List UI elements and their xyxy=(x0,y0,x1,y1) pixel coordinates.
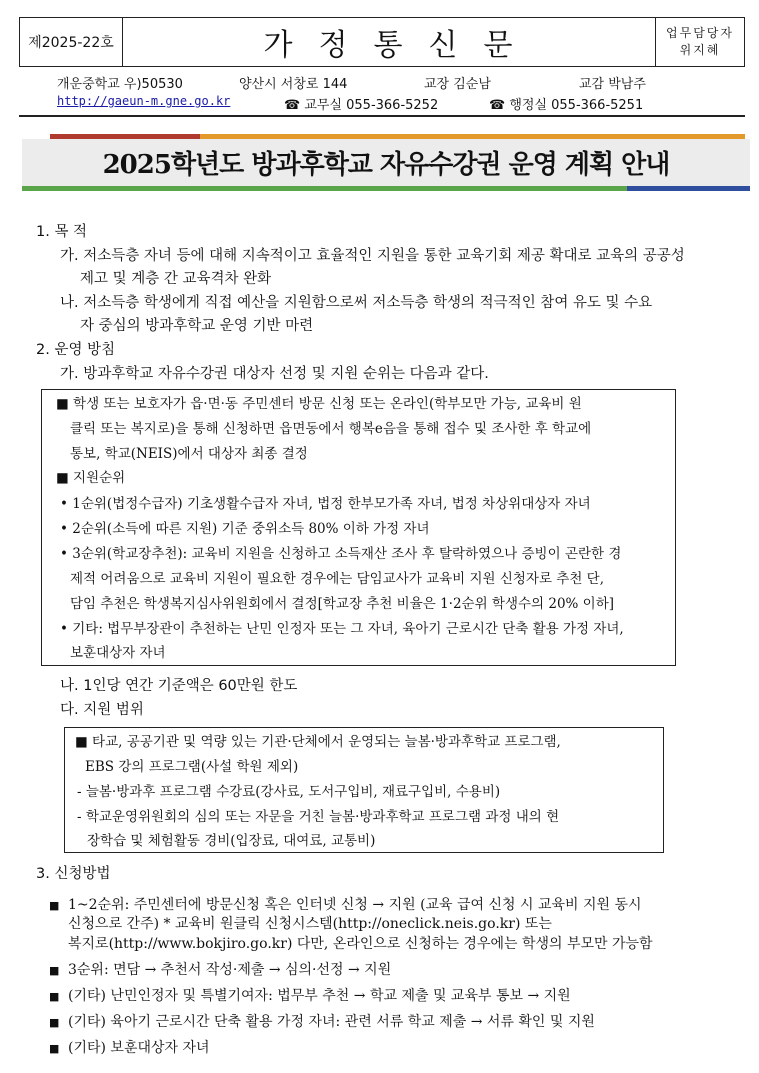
apply-step-line: 복지로(http://www.bokjiro.go.kr) 다만, 온라인으로 신청하는 경우에는 학생의 부모만 가능함 xyxy=(68,936,653,952)
box1-line: • 2순위(소득에 따른 지원) 기준 중위소득 80% 이하 가정 자녀 xyxy=(60,521,430,537)
header-title: 가정통신문 xyxy=(263,28,539,63)
box1-line: 담임 추천은 학생복지심사위원회에서 결정[학교장 추천 비율은 1·2순위 학생수의 20% 이하] xyxy=(70,596,615,612)
section1-item-a-line2: 제고 및 계층 간 교육격차 완화 xyxy=(80,271,272,287)
section2-item-a: 가. 방과후학교 자유수강권 대상자 선정 및 지원 순위는 다음과 같다. xyxy=(60,366,489,382)
manager-label: 업무담당자 xyxy=(666,26,734,40)
apply-step-line: 3순위: 면담 → 추천서 작성·제출 → 심의·선정 → 지원 xyxy=(68,962,392,978)
section1-item-a-line1: 가. 저소득층 자녀 등에 대해 지속적이고 효율적인 지원을 통한 교육기회 제공 확대로 교육의 공공성 xyxy=(60,248,685,264)
box2-line: 장학습 및 체험활동 경비(입장료, 대여료, 교통비) xyxy=(87,833,376,849)
box1-line: • 1순위(법정수급자) 기초생활수급자 자녀, 법정 한부모가족 자녀, 법정 차상위대상자 자녀 xyxy=(60,496,591,512)
section2-heading: 2. 운영 방침 xyxy=(36,342,116,358)
vice-principal: 교감 박남주 xyxy=(579,77,646,92)
box1-line: • 기타: 법무부장관이 추천하는 난민 인정자 또는 그 자녀, 육아기 근로시간 단축 활용 가정 자녀, xyxy=(60,621,624,637)
apply-step-line: (기타) 육아기 근로시간 단축 활용 가정 자녀: 관련 서류 학교 제출 → 서류 확인 및 지원 xyxy=(68,1014,595,1030)
apply-step-line: 1~2순위: 주민센터에 방문신청 혹은 인터넷 신청 → 지원 (교육 급여 신청 시 교육비 지원 동시 xyxy=(68,897,642,913)
school-website-link[interactable]: http://gaeun-m.gne.go.kr xyxy=(57,94,231,108)
section1-item-b-line1: 나. 저소득층 학생에게 직접 예산을 지원함으로써 저소득층 학생의 적극적인 참여 유도 및 수요 xyxy=(60,295,653,311)
section1-heading: 1. 목 적 xyxy=(36,224,88,240)
box1-line: 보훈대상자 자녀 xyxy=(70,645,166,661)
box1-line: ■ 학생 또는 보호자가 읍·면·동 주민센터 방문 신청 또는 온라인(학부모만 가능, 교육비 원 xyxy=(56,396,582,412)
principal: 교장 김순남 xyxy=(424,77,491,92)
section3-heading: 3. 신청방법 xyxy=(36,866,111,882)
box2-line: ■ 타교, 공공기관 및 역량 있는 기관·단체에서 운영되는 늘봄·방과후학교 프로그램, xyxy=(75,734,561,750)
box1-line: • 3순위(학교장추천): 교육비 지원을 신청하고 소득재산 조사 후 탈락하였으나 증빙이 곤란한 경 xyxy=(60,546,622,562)
section3-bullet: ■ xyxy=(49,1042,60,1055)
section2-item-c: 다. 지원 범위 xyxy=(60,702,144,718)
box1-line: 통보, 학교(NEIS)에서 대상자 최종 결정 xyxy=(70,446,308,462)
school-address: 양산시 서창로 144 xyxy=(239,77,348,92)
eligibility-box xyxy=(41,389,676,666)
manager-box xyxy=(655,18,744,66)
document-title: 2025학년도 방과후학교 자유수강권 운영 계획 안내 xyxy=(22,139,750,186)
box1-line: 제적 어려움으로 교육비 지원이 필요한 경우에는 담임교사가 교육비 지원 신청자로 추천 단, xyxy=(70,571,605,587)
box2-line: EBS 강의 프로그램(사설 학원 제외) xyxy=(85,759,299,775)
accent-bar-green xyxy=(22,186,627,191)
manager-name: 위지혜 xyxy=(679,43,721,57)
apply-step-line: (기타) 보훈대상자 자녀 xyxy=(68,1040,210,1056)
apply-step-line: 신청으로 간주) * 교육비 원클릭 신청시스템(http://oneclick.neis.go.kr) 또는 xyxy=(68,916,552,932)
support-scope-box xyxy=(64,727,664,853)
section2-item-b: 나. 1인당 연간 기준액은 60만원 한도 xyxy=(60,678,298,694)
school-info xyxy=(19,67,745,117)
apply-step-line: (기타) 난민인정자 및 특별기여자: 법무부 추천 → 학교 제출 및 교육부 통보 → 지원 xyxy=(68,988,571,1004)
section3-bullet: ■ xyxy=(49,1016,60,1029)
box1-line: 클릭 또는 복지로)을 통해 신청하면 읍면동에서 행복e음을 통해 접수 및 조사한 후 학교에 xyxy=(70,421,592,437)
section3-bullet: ■ xyxy=(49,990,60,1003)
section1-item-b-line2: 자 중심의 방과후학교 운영 기반 마련 xyxy=(80,318,314,334)
issue-number: 제2025-22호 xyxy=(20,18,123,66)
box2-line: - 학교운영위원회의 심의 또는 자문을 거친 늘봄·방과후학교 프로그램 과정 내의 현 xyxy=(77,809,560,825)
box1-line: ■ 지원순위 xyxy=(56,470,126,486)
accent-bar-blue xyxy=(627,186,750,191)
phone-admin: ☎ 행정실 055-366-5251 xyxy=(489,98,644,113)
section3-bullet: ■ xyxy=(49,964,60,977)
header-box xyxy=(19,17,745,67)
school-name: 개운중학교 우)50530 xyxy=(57,77,183,92)
section3-bullet: ■ xyxy=(49,899,60,912)
phone-office: ☎ 교무실 055-366-5252 xyxy=(284,98,439,113)
box2-line: - 늘봄·방과후 프로그램 수강료(강사료, 도서구입비, 재료구입비, 수용비) xyxy=(77,784,501,800)
